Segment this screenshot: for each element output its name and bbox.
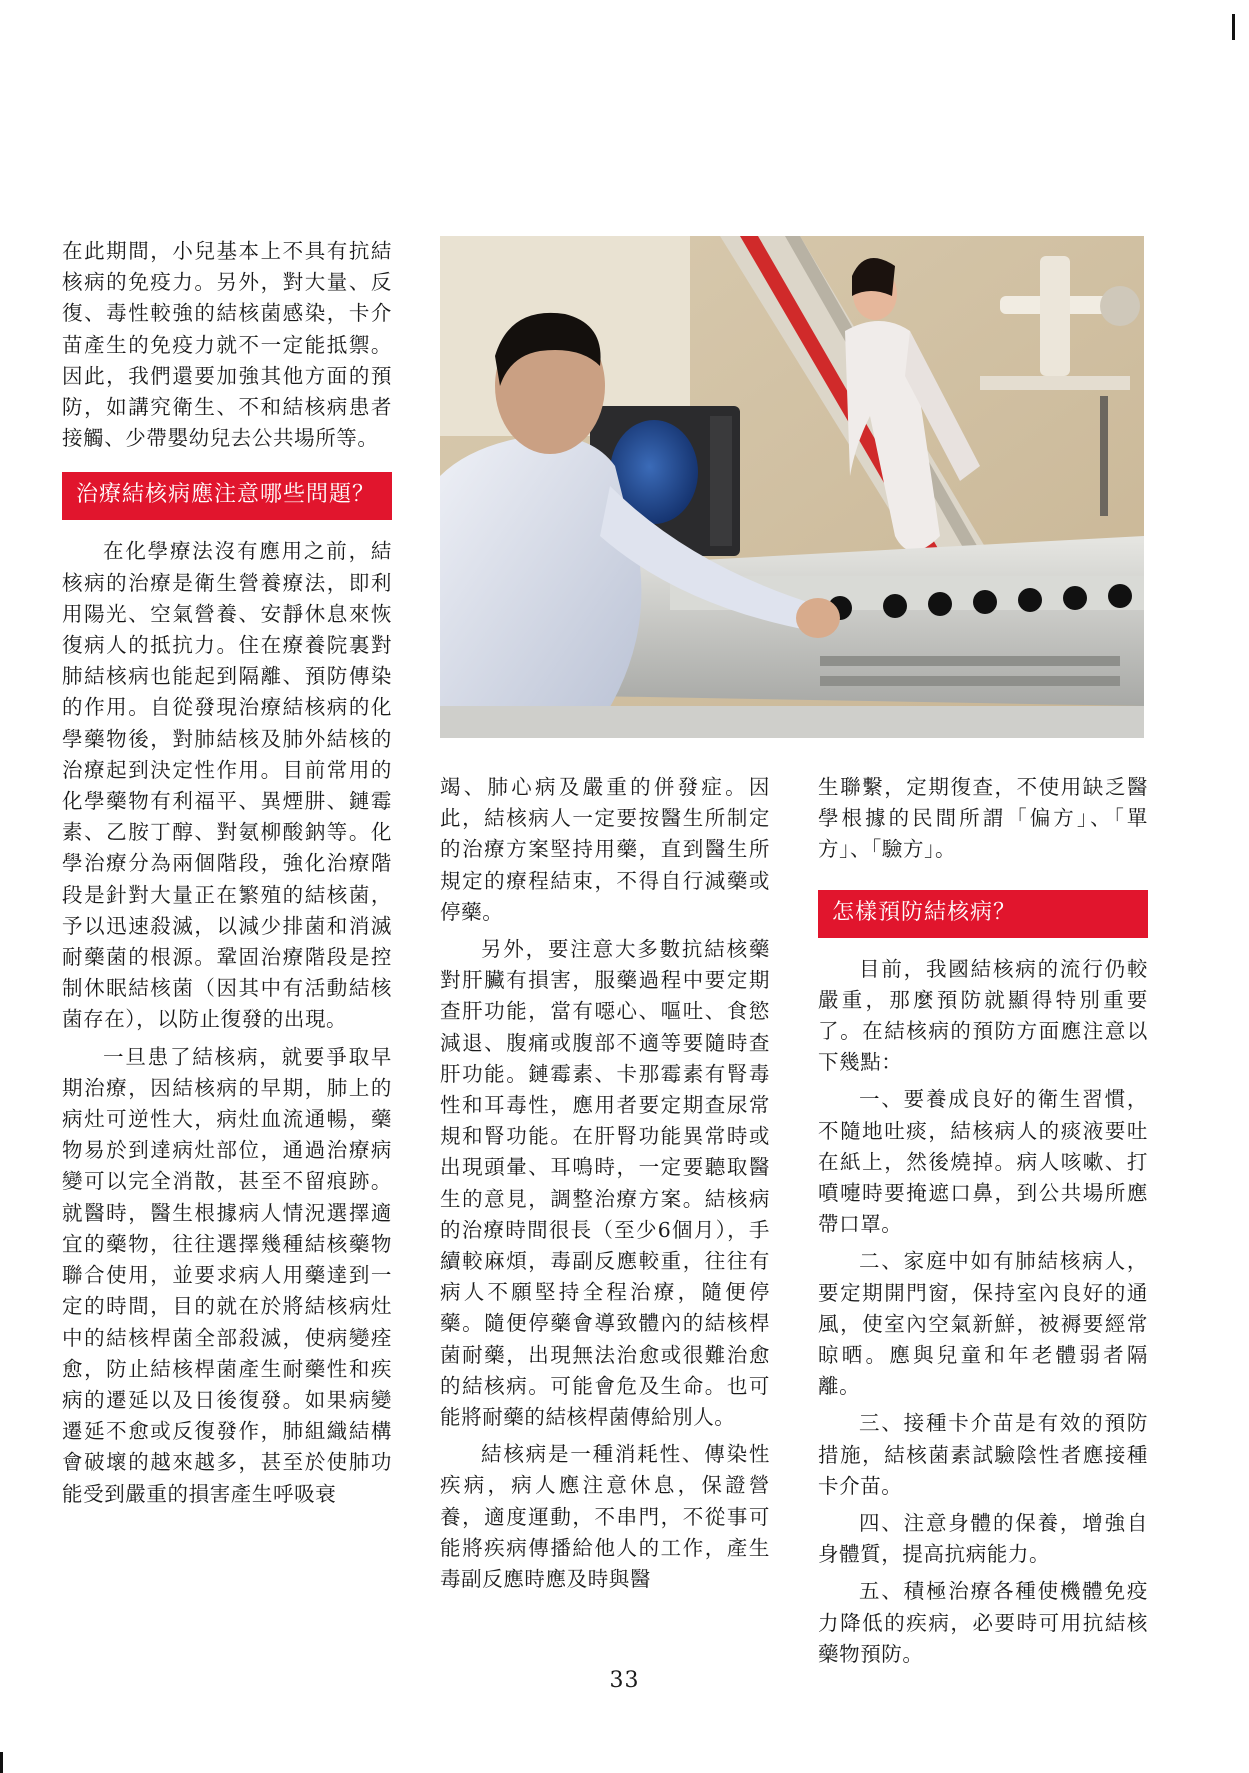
xray-photo-illustration xyxy=(440,236,1144,738)
treatment-paragraph-1: 在化學療法沒有應用之前，結核病的治療是衛生營養療法，即利用陽光、空氣營養、安靜休息來恢復病人的抵抗力。住在療養院裏對肺結核病也能起到隔離、預防傳染的作用。自從發現治療結核病的化學藥物後，對肺結核及肺外結核的治療起到決定性作用。目前常用的化學藥物有利福平、異煙肼、鏈霉素、乙胺丁醇、對氨柳酸鈉等。化學治療分為兩個階段，強化治療階段是針對大量正在繁殖的結核菌，予以迅速殺滅，以減少排菌和消滅耐藥菌的根源。鞏固治療階段是控制休眠結核菌（因其中有活動結核菌存在），以防止復發的出現。 xyxy=(62,539,392,1032)
crop-mark xyxy=(0,1752,3,1773)
middle-paragraph-3: 結核病是一種消耗性、傳染性疾病，病人應注意休息，保證營養，適度運動，不串門，不從事可能將疾病傳播給他人的工作，產生毒副反應時應及時與醫 xyxy=(440,1442,770,1592)
treatment-paragraph-2: 一旦患了結核病，就要爭取早期治療，因結核病的早期，肺上的病灶可逆性大，病灶血流通暢，藥物易於到達病灶部位，通過治療病變可以完全消散，甚至不留痕跡。就醫時，醫生根據病人情況選擇適宜的藥物，往往選擇幾種結核藥物聯合使用，並要求病人用藥達到一定的時間，目的就在於將結核病灶中的結核桿菌全部殺滅，使病變痊愈，防止結核桿菌產生耐藥性和疾病的遷延以及日後復發。如果病變遷延不愈或反復發作，肺組織結構會破壞的越來越多，甚至於使肺功能受到嚴重的損害產生呼吸衰 xyxy=(62,1044,392,1506)
crop-mark xyxy=(1232,14,1235,40)
xray-photo xyxy=(440,236,1144,738)
right-column xyxy=(818,772,1148,1670)
prevention-point-2: 二、家庭中如有肺結核病人，要定期開門窗，保持室內良好的通風，使室內空氣新鮮，被褥要經常晾晒。應與兒童和年老體弱者隔離。 xyxy=(818,1249,1148,1399)
prevention-point-4: 四、注意身體的保養，增強自身體質，提高抗病能力。 xyxy=(818,1511,1148,1567)
middle-column xyxy=(440,772,770,1595)
section-heading-prevention: 怎樣預防結核病？ xyxy=(818,890,1148,938)
left-column xyxy=(62,236,392,1510)
page-number: 33 xyxy=(609,1668,640,1693)
intro-paragraph: 在此期間，小兒基本上不具有抗結核病的免疫力。另外，對大量、反復、毒性較強的結核菌感染，卡介苗產生的免疫力就不一定能抵禦。因此，我們還要加強其他方面的預防，如講究衛生、不和結核病患者接觸、少帶嬰幼兒去公共場所等。 xyxy=(62,239,392,451)
prevention-point-5: 五、積極治療各種使機體免疫力降低的疾病，必要時可用抗結核藥物預防。 xyxy=(818,1579,1148,1666)
prevention-intro: 目前，我國結核病的流行仍較嚴重，那麼預防就顯得特別重要了。在結核病的預防方面應注意以下幾點： xyxy=(818,956,1148,1075)
prevention-point-1: 一、要養成良好的衛生習慣，不隨地吐痰，結核病人的痰液要吐在紙上，然後燒掉。病人咳嗽、打噴嚏時要掩遮口鼻，到公共場所應帶口罩。 xyxy=(818,1087,1148,1237)
prevention-point-3: 三、接種卡介苗是有效的預防措施，結核菌素試驗陰性者應接種卡介苗。 xyxy=(818,1411,1148,1498)
middle-paragraph-2: 另外，要注意大多數抗結核藥對肝臟有損害，服藥過程中要定期查肝功能，當有噁心、嘔吐、食慾減退、腹痛或腹部不適等要隨時查肝功能。鏈霉素、卡那霉素有腎毒性和耳毒性，應用者要定期查尿常規和腎功能。在肝腎功能異常時或出現頭暈、耳鳴時，一定要聽取醫生的意見，調整治療方案。結核病的治療時間很長（至少6個月），手續較麻煩，毒副反應較重，往往有病人不願堅持全程治療，隨便停藥。隨便停藥會導致體內的結核桿菌耐藥，出現無法治愈或很難治愈的結核病。可能會危及生命。也可能將耐藥的結核桿菌傳給別人。 xyxy=(440,937,770,1430)
section-heading-treatment: 治療結核病應注意哪些問題？ xyxy=(62,472,392,520)
right-paragraph-1: 生聯繫，定期復查，不使用缺乏醫學根據的民間所謂「偏方」、「單方」、「驗方」。 xyxy=(818,775,1148,862)
middle-paragraph-1: 竭、肺心病及嚴重的併發症。因此，結核病人一定要按醫生所制定的治療方案堅持用藥，直到醫生所規定的療程結束，不得自行減藥或停藥。 xyxy=(440,775,770,924)
